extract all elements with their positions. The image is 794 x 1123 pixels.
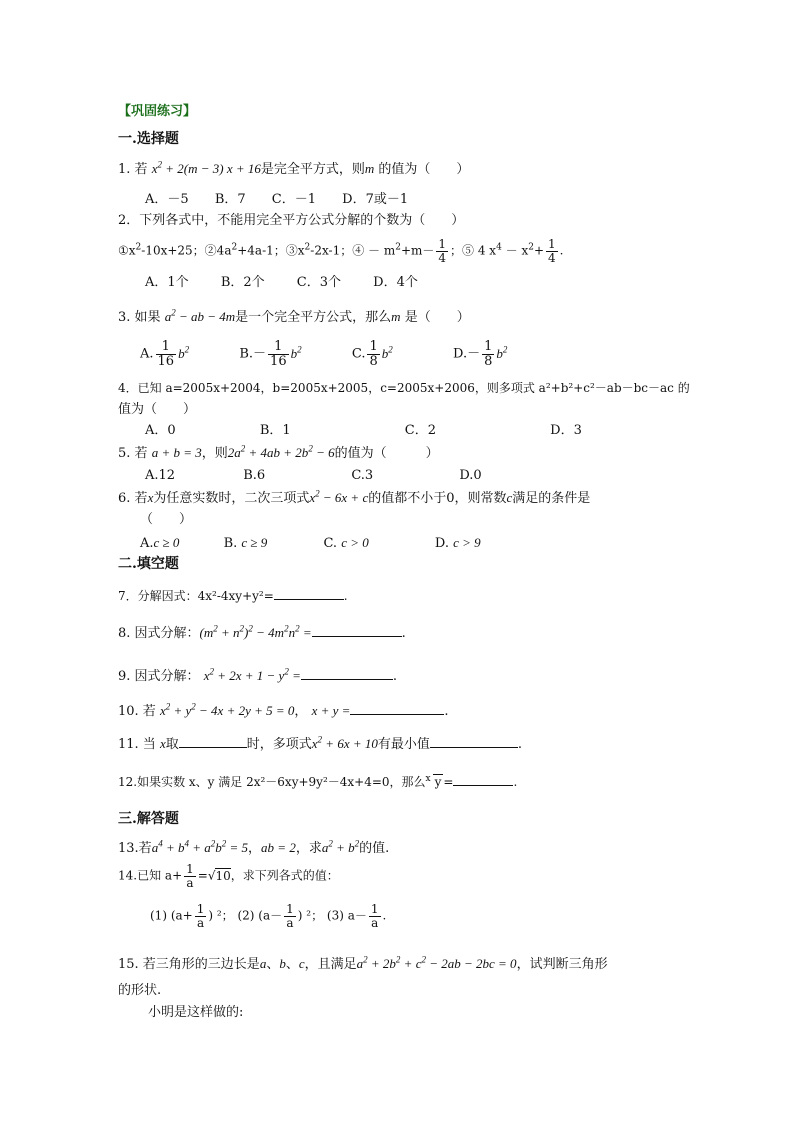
q6-options: A.c ≥ 0 B. c ≥ 9 C. c > 0 D. c > 9 (140, 535, 481, 551)
question-15-line2: 的形状. (118, 983, 162, 998)
question-14-parts: (1) (a+ $\frac{1}{a}$ ) ²； (2) (a－ $\frac{1}{a}$ ) ²； (3) a－ $\frac{1}{a}$ . (150, 902, 387, 930)
answer-blank[interactable] (350, 702, 444, 715)
answer-blank[interactable] (430, 735, 518, 748)
answer-blank[interactable] (179, 735, 247, 748)
section-fill: 二.填空题 (118, 556, 179, 572)
question-8: 8. 因式分解：$(m^2 + n^2)^2 - 4m^2n^2$ = . (118, 623, 406, 641)
section-answer: 三.解答题 (118, 811, 179, 827)
question-14: 14.已知 a+ $\frac{1}{a}$ =√10，求下列各式的值： (118, 862, 339, 890)
question-15-line3: 小明是这样做的: (148, 1005, 244, 1020)
question-5: 5. 若 a + b = 3，则$2a^2 + 4ab + 2b^2 - 6$的值为（ ） (118, 443, 439, 461)
question-6: 6. 若x为任意实数时，二次三项式$x^2 - 6x + c$的值都不小于0，则常数c满足的条件是 (118, 488, 591, 506)
question-6-line2: （ ） (140, 512, 193, 527)
question-13: 13.若$a^4 + b^4 + a^2b^2 = 5$，ab = 2，求$a^2 + b^2$的值. (118, 838, 390, 856)
section-choice: 一.选择题 (118, 131, 179, 147)
q3-options: A. $\frac{1}{16}$ $b^2$ B.－ $\frac{1}{16}$ $b^2$ C. $\frac{1}{8}$ $b^2$ D.－ $\frac{1}{8}$ $b^2$ (140, 339, 508, 369)
question-7: 7．分解因式：4x²-4xy+y²= . (118, 589, 348, 603)
question-4-line2: 值为（ ） (118, 402, 197, 417)
question-2: 2．下列各式中，不能用完全平方公式分解的个数为（ ） (118, 213, 465, 228)
question-1: 1. 若 $x^2 + 2(m - 3) x + 16$是完全平方式，则m 的值为（ ） (118, 159, 470, 177)
question-15: 15. 若三角形的三边长是a、b、c，且满足$a^2 + 2b^2 + c^2 - 2ab - 2bc = 0$，试判断三角形 (118, 954, 608, 972)
question-4: 4．已知 a=2005x+2004，b=2005x+2005，c=2005x+2006，则多项式 a²+b²+c²－ab－bc－ac 的 (118, 381, 690, 395)
q5-options: A.12 B.6 C.3 D.0 (145, 468, 482, 483)
question-12: 12.如果实数 x、y 满足 2x²－6xy+9y²－4x+4=0，那么$^x$ y = . (118, 774, 518, 789)
question-2-expressions: $①x^2-10x+25$；$②4a^2+4a-1$；$③x^2-2x-1$；④ － $m^2+m-$ $\frac{1}{4}$ ；⑤ 4 $x^4 - x^2+$ $\frac{1}{4}$ . (118, 237, 564, 265)
question-9: 9. 因式分解： $x^2 + 2x + 1 - y^2$ = . (118, 666, 397, 684)
q2-options: A．1个 B．2个 C．3个 D．4个 (145, 275, 418, 290)
answer-blank[interactable] (274, 587, 344, 600)
question-11: 11. 当 x取 时，多项式$x^2 + 6x + 10$有最小值 . (118, 734, 523, 752)
question-10: 10. 若 $x^2 + y^2 - 4x + 2y + 5 = 0$， x + y = . (118, 701, 449, 719)
answer-blank[interactable] (453, 773, 513, 786)
answer-blank[interactable] (301, 667, 393, 680)
question-3: 3. 如果 $a^2$ − ab − 4m是一个完全平方公式，那么m 是（ ） (118, 307, 470, 325)
practice-heading: 【巩固练习】 (118, 104, 197, 119)
q1-options: A．－5 B．7 C．－1 D．7或－1 (145, 192, 409, 207)
q4-options: A．0 B．1 C．2 D．3 (145, 423, 582, 438)
answer-blank[interactable] (312, 624, 402, 637)
